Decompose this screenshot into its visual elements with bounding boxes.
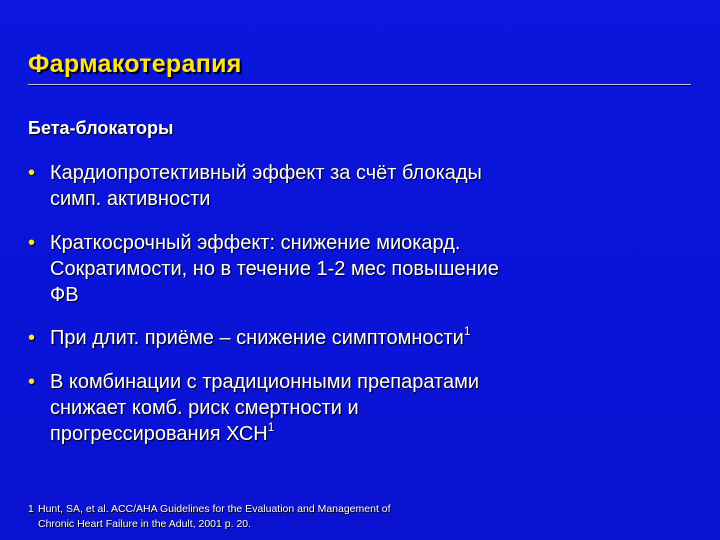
- footnote-ref: 1: [267, 420, 275, 434]
- bullet-line: [50, 325, 471, 351]
- bullet-dot-icon: •: [28, 371, 36, 393]
- bullet-item: [28, 230, 668, 308]
- bullet-line-text: При длит. приёме – снижение симптомности: [50, 327, 464, 349]
- bullet-line: В комбинации с традиционными препаратами: [50, 371, 479, 393]
- title-underline: [28, 84, 691, 85]
- slide-subtitle: Бета-блокаторы: [28, 118, 174, 138]
- bullet-line-text: прогрессирования ХСН: [50, 423, 268, 445]
- bullet-line: Кардиопротективный эффект за счёт блокады: [50, 162, 482, 184]
- bullet-item: [28, 160, 668, 212]
- bullet-dot-icon: •: [28, 232, 36, 254]
- footnote-line: Chronic Heart Failure in the Adult, 2001 p. 20.: [38, 518, 252, 530]
- bullet-text: [50, 369, 479, 447]
- footnote: [28, 502, 488, 532]
- bullet-dot-icon: •: [28, 162, 36, 184]
- footnote-line: [28, 502, 488, 517]
- slide-title: Фармакотерапия: [28, 50, 242, 78]
- bullet-line: снижает комб. риск смертности и: [50, 397, 359, 419]
- bullet-item: [28, 369, 668, 447]
- bullet-line: Сократимости, но в течение 1-2 мес повышение: [50, 258, 499, 280]
- bullet-line: ФВ: [50, 284, 79, 306]
- bullet-line: симп. активности: [50, 188, 211, 210]
- footnote-text: Hunt, SA, et al. ACC/AHA Guidelines for the Evaluation and Management of: [38, 503, 391, 515]
- bullet-text: [50, 325, 471, 351]
- bullet-line: Краткосрочный эффект: снижение миокард.: [50, 232, 461, 254]
- bullet-line: [50, 421, 479, 447]
- bullet-dot-icon: •: [28, 327, 36, 349]
- footnote-ref: 1: [463, 324, 471, 338]
- bullet-text: [50, 230, 499, 308]
- footnote-number: 1: [28, 503, 34, 515]
- bullet-item: [28, 325, 668, 351]
- bullet-text: [50, 160, 482, 212]
